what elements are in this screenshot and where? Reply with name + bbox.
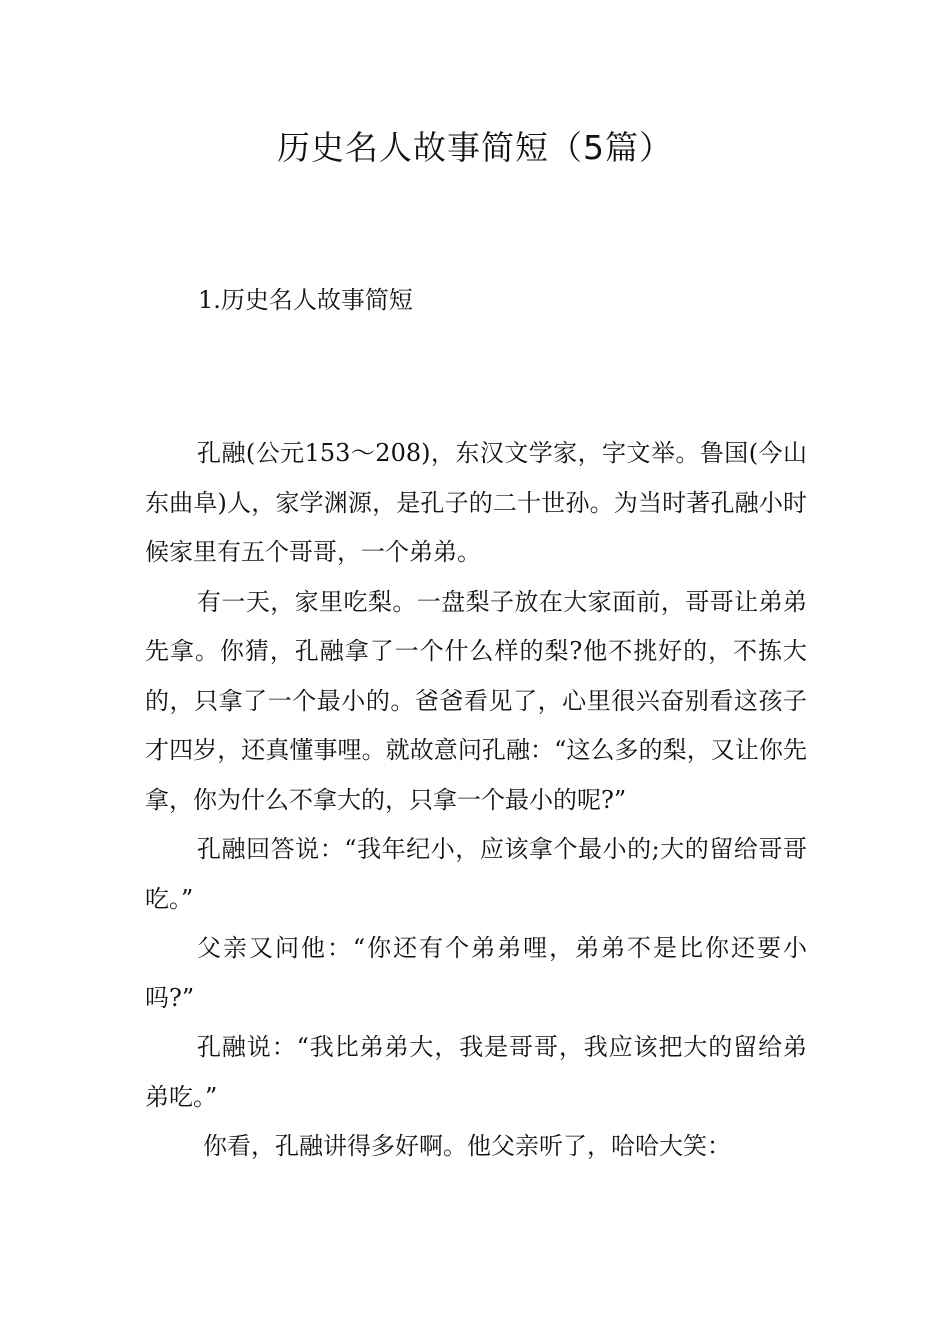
section-heading: 1.历史名人故事简短 [198,286,413,314]
document-title: 历史名人故事简短（5篇） [277,128,673,167]
paragraph: 有一天，家里吃梨。一盘梨子放在大家面前，哥哥让弟弟先拿。你猜，孔融拿了一个什么样的梨?他不挑好的，不拣大的，只拿了一个最小的。爸爸看见了，心里很兴奋别看这孩子才四岁，还真懂事哩。就故意问孔融：“这么多的梨，又让你先拿，你为什么不拿大的，只拿一个最小的呢?” [145,587,807,814]
document-body [145,429,807,1172]
paragraph: 父亲又问他：“你还有个弟弟哩，弟弟不是比你还要小吗?” [145,934,807,1012]
paragraph: 孔融回答说：“我年纪小，应该拿个最小的;大的留给哥哥吃。” [145,835,807,913]
paragraph: 孔融说：“我比弟弟大，我是哥哥，我应该把大的留给弟弟吃。” [145,1033,807,1111]
paragraph: 孔融(公元153～208)，东汉文学家，字文举。鲁国(今山东曲阜)人，家学渊源，是孔子的二十世孙。为当时著孔融小时候家里有五个哥哥，一个弟弟。 [145,439,807,566]
paragraph: 你看，孔融讲得多好啊。他父亲听了，哈哈大笑： [203,1132,731,1160]
